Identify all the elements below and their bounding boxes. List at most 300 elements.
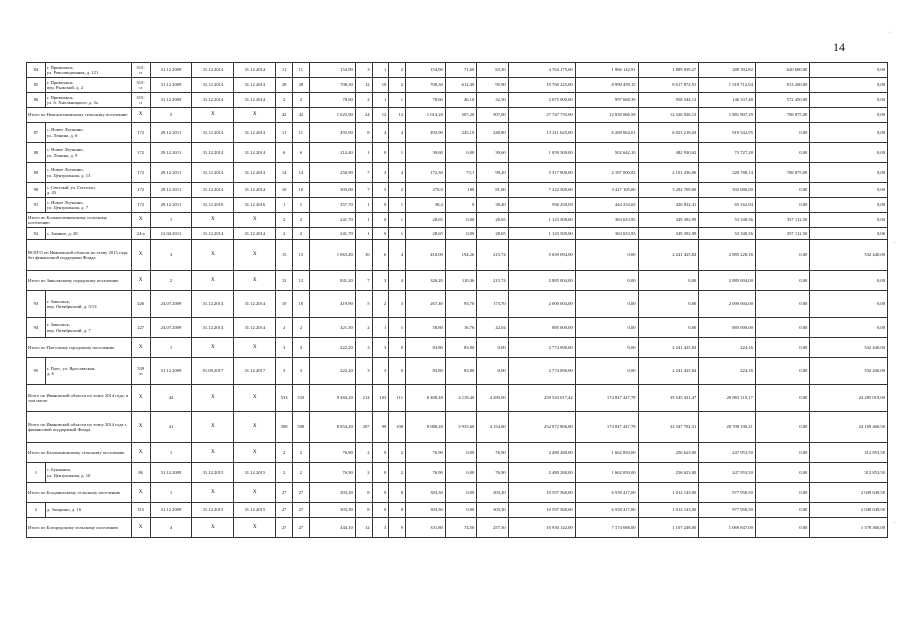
table-cell: 247 953,50 (699, 443, 756, 463)
table-cell: 42 (276, 108, 293, 123)
table-cell: 89 (27, 163, 46, 183)
table-cell: 2 (276, 463, 293, 483)
table-cell: 93 (27, 291, 46, 318)
table-cell: 2 (355, 443, 372, 463)
table-cell: 257,30 (477, 518, 508, 538)
table-cell: 24 169 460,50 (810, 412, 888, 443)
table-cell: 93,70 (445, 291, 476, 318)
table-cell: 227 (131, 318, 150, 338)
table-cell: 1 (372, 93, 389, 108)
table-cell: 256 623,00 (638, 443, 699, 463)
table-cell: X (234, 338, 276, 358)
table-cell: 0 (372, 143, 389, 163)
table-cell: 83,30 (477, 63, 508, 78)
table-cell: X (234, 518, 276, 538)
table-cell: 1 (389, 143, 406, 163)
table-cell: 363 653,95 (575, 228, 638, 240)
table-cell: 349 392,99 (638, 213, 699, 228)
table-cell: г. Заволжск, пер. Октябрьский, д. 7 (45, 318, 131, 338)
table-cell: с. Новое Леушино, ул. Центральная, д. 13 (45, 163, 131, 183)
table-cell: 0,00 (575, 318, 638, 338)
table-cell: 12 326 926,13 (638, 108, 699, 123)
table-cell: 76,90 (477, 443, 508, 463)
table-cell: 31.12.2014 (192, 123, 234, 143)
table-cell: 331,80 (406, 518, 446, 538)
table-cell: 1 (355, 213, 372, 228)
table-cell: 8 (355, 503, 372, 518)
table-cell: 7 174 688,00 (575, 518, 638, 538)
table-cell: 12.04.2011 (150, 228, 192, 240)
table-cell: 1 107 248,00 (638, 518, 699, 538)
table-cell: г. Приволжск, ул. Революционная, д. 121 (45, 63, 131, 78)
table-cell: 0,00 (575, 338, 638, 358)
table-cell: 2 774 090,00 (508, 358, 575, 385)
table-cell: 4 (389, 123, 406, 143)
table-cell: 31.12.2014 (192, 228, 234, 240)
table-cell: 2 480 280,00 (508, 443, 575, 463)
table-cell: 31.12.2014 (234, 63, 276, 78)
table-cell: 95,90 (477, 78, 508, 93)
table-cell: 4 (389, 163, 406, 183)
table-cell: 174 847 447,78 (575, 412, 638, 443)
table-row (27, 93, 888, 108)
table-cell: 1 (389, 228, 406, 240)
table-cell: 2 187 000,82 (575, 163, 638, 183)
table-cell: 12 (276, 271, 293, 291)
table-cell: Всего по Ивановской области по этапу 2014 года с финансовой поддержкой Фонда (27, 412, 132, 443)
table-cell: 0 (372, 503, 389, 518)
table-cell: 444 254,65 (575, 198, 638, 213)
table-cell: 532 440,00 (810, 358, 888, 385)
table-cell: 6 558 417,00 (575, 483, 638, 503)
table-cell: 91 (27, 198, 46, 213)
table-row (27, 228, 888, 240)
table-cell: 6 558 417,00 (575, 503, 638, 518)
table-cell: 813 200,00 (755, 78, 809, 93)
table-cell: 12 (355, 518, 372, 538)
table-cell: 31.12.2014 (234, 93, 276, 108)
table-cell: 31.12.2009 (150, 358, 192, 385)
table-cell: 88 (27, 143, 46, 163)
table-cell: 2 (292, 443, 309, 463)
table-cell: 2 (276, 93, 293, 108)
table-cell: 1 012 143,00 (638, 503, 699, 518)
table-cell: 919 542,95 (699, 123, 756, 143)
table-cell: 11 (276, 123, 293, 143)
table-cell: 3 (372, 271, 389, 291)
table-cell: 0,00 (810, 123, 888, 143)
table-cell: 419,90 (309, 291, 355, 318)
table-cell: 0 (372, 198, 389, 213)
table-cell: X (192, 518, 234, 538)
table-cell: Итого по Новоклочковскому сельскому поселению (27, 108, 132, 123)
table-cell: 58,80 (406, 318, 446, 338)
table-cell: 0,00 (755, 291, 809, 318)
table-cell: X (234, 443, 276, 463)
table-cell: 4 (389, 271, 406, 291)
table-cell: 1 (150, 338, 192, 358)
table-cell: X (192, 443, 234, 463)
table-cell: 31.12.2009 (150, 503, 192, 518)
table-cell: X (131, 385, 150, 412)
table-cell: 31.12.2009 (150, 463, 192, 483)
table-cell: 2 480 280,00 (508, 463, 575, 483)
table-cell: 12 (372, 108, 389, 123)
table-cell: 42 (292, 108, 309, 123)
table-cell: X (131, 108, 150, 123)
table-cell: Итого по Плесскому городскому поселению (27, 338, 132, 358)
table-cell: 502 686,00 (699, 183, 756, 198)
table-cell: 2 675 000,00 (508, 93, 575, 108)
table-cell: 10 597 560,00 (508, 483, 575, 503)
table-cell: 248,80 (477, 123, 508, 143)
table-cell: 84 (27, 63, 46, 78)
table-cell: с. Новое Леушино, ул. Ленина, д. 6 (45, 123, 131, 143)
table-cell: 267,40 (406, 291, 446, 318)
table-cell: 532 440,00 (810, 338, 888, 358)
table-cell: 3 933,60 (445, 412, 476, 443)
table-cell: 41 (150, 412, 192, 443)
table-cell: 0,00 (445, 503, 476, 518)
table-cell: 146 337,48 (699, 93, 756, 108)
table-cell: 2 049 049,50 (810, 503, 888, 518)
table-cell: 3 (355, 63, 372, 78)
table-cell: 2 (389, 463, 406, 483)
table-cell: 0,00 (755, 483, 809, 503)
table-cell: 24-а (131, 228, 150, 240)
table-cell: 0 (389, 358, 406, 385)
table-cell: 0,00 (755, 271, 809, 291)
table-cell: 0,00 (575, 358, 638, 385)
table-cell: 194,26 (445, 240, 476, 271)
table-cell: 31.12.2017 (234, 358, 276, 385)
table-cell: 936 250,00 (508, 198, 575, 213)
table-cell: 4 118,40 (445, 385, 476, 412)
table-row (27, 183, 888, 198)
table-row (27, 358, 888, 385)
table-cell: 73,1 (445, 163, 476, 183)
table-cell: 31.12.2014 (192, 93, 234, 108)
table-cell: 16,76 (445, 318, 476, 338)
table-cell: 5 (355, 291, 372, 318)
table-cell: 39,60 (477, 143, 508, 163)
table-cell: 172,30 (406, 163, 446, 183)
table-total-row (27, 338, 888, 358)
table-cell: 31.12.2014 (192, 291, 234, 318)
table-cell: 12 (355, 78, 372, 93)
table-cell: Итого по Балахонковскому сельскому поселению (27, 443, 132, 463)
table-cell: г. Приволжск, пер. Рыжский, д. 2 (45, 78, 131, 93)
table-cell: 0,00 (477, 338, 508, 358)
table-cell: ВСЕГО по Ивановской области по этапу 2013 года, без финансовой поддержки Фонда (27, 240, 132, 271)
table-cell: 8 (355, 123, 372, 143)
table-cell: 7 222 500,00 (508, 183, 575, 198)
table-cell: 0,00 (445, 143, 476, 163)
table-cell: г. Плес, ул. Ярославская, д. 6 (45, 358, 131, 385)
table-cell: 31.12.2014 (234, 78, 276, 93)
table-cell: 207 (355, 412, 372, 443)
table-cell: 0,00 (810, 163, 888, 183)
table-cell: 31.12.2014 (192, 318, 234, 338)
table-cell: X (234, 271, 276, 291)
table-total-row (27, 385, 888, 412)
table-cell: 4 154,60 (477, 412, 508, 443)
table-cell: 2 (276, 228, 293, 240)
table-cell: 2 (389, 183, 406, 198)
table-cell: 7 (355, 163, 372, 183)
table-cell: 28,65 (406, 213, 446, 228)
table-cell: 532 440,00 (810, 240, 888, 271)
table-cell: 0,00 (755, 123, 809, 143)
table-cell: 997 668,39 (575, 93, 638, 108)
table-cell: 259 543 017,42 (508, 385, 575, 412)
table-cell: 421,30 (309, 318, 355, 338)
table-cell: 65 162,94 (699, 198, 756, 213)
table-cell: 2 241 425,84 (638, 338, 699, 358)
table-cell: 0,00 (755, 198, 809, 213)
table-cell: 1 881 907,29 (699, 108, 756, 123)
table-cell: 2 (355, 93, 372, 108)
table-cell: 1 123 500,00 (508, 213, 575, 228)
table-cell: 31.12.2014 (234, 123, 276, 143)
table-cell: 31.12.2009 (150, 93, 192, 108)
table-total-row (27, 518, 888, 538)
table-cell: 1 (150, 213, 192, 228)
table-cell: 76,90 (406, 443, 446, 463)
table-cell: 28,65 (406, 228, 446, 240)
table-cell: 303,30 (309, 483, 355, 503)
table-cell: 20 865 119,17 (699, 385, 756, 412)
table-cell: 241,70 (309, 213, 355, 228)
table-cell: 46,10 (445, 93, 476, 108)
table-cell: 12 830 066,58 (575, 108, 638, 123)
table-cell: 3 (292, 358, 309, 385)
table-cell: 71,60 (445, 63, 476, 78)
table-cell: 305,00 (309, 183, 355, 198)
table-cell: 28,65 (477, 213, 508, 228)
table-cell: 39,60 (406, 143, 446, 163)
table-cell: 31.12.2014 (234, 183, 276, 198)
table-cell: 5 317 900,00 (508, 163, 575, 183)
table-cell: 0 (372, 483, 389, 503)
table-cell: 81,00 (477, 183, 508, 198)
table-cell: 01.09.2017 (192, 358, 234, 385)
table-cell: X (131, 240, 150, 271)
table-cell: 533 (292, 385, 309, 412)
table-cell: 226 (131, 291, 150, 318)
table-cell: 256,90 (309, 163, 355, 183)
table-cell: 95 (27, 358, 46, 385)
table-cell: 1 318 712,94 (699, 78, 756, 93)
table-cell: 0,00 (810, 318, 888, 338)
table-cell: 10 (292, 291, 309, 318)
table-cell: 0,00 (445, 483, 476, 503)
table-cell: 0,00 (810, 183, 888, 198)
table-cell: 2 (292, 93, 309, 108)
table-cell: 245,10 (445, 123, 476, 143)
table-cell: с. Новое Леушино, ул. Ленина, д. 9 (45, 143, 131, 163)
table-cell: X (131, 271, 150, 291)
table-cell: 493,90 (309, 123, 355, 143)
table-cell: 444,10 (309, 518, 355, 538)
table-cell: 0,00 (445, 228, 476, 240)
table-cell: 7 (355, 271, 372, 291)
table-cell: 2 101 236,06 (638, 163, 699, 183)
table-cell: 8 990 439,15 (575, 78, 638, 93)
table-cell: X (192, 483, 234, 503)
table-cell: 977 950,50 (699, 483, 756, 503)
table-cell: 8 854,20 (309, 412, 355, 443)
table-cell: 3 (372, 163, 389, 183)
table-cell: 222,20 (309, 338, 355, 358)
table-cell: 31.12.2014 (192, 183, 234, 198)
table-cell: 0,00 (810, 213, 888, 228)
table-cell: 5 (372, 183, 389, 198)
table-cell: 0,00 (638, 271, 699, 291)
table-cell: X (192, 271, 234, 291)
table-cell: 0,00 (755, 240, 809, 271)
table-cell: 3 (276, 358, 293, 385)
table-cell: 0 (372, 443, 389, 463)
table-cell: д. Захарино, д. 16 (45, 503, 131, 518)
table-cell: 1 (276, 198, 293, 213)
table-cell: 31.12.2014 (234, 291, 276, 318)
table-cell: 53 340,56 (699, 213, 756, 228)
table-cell: 99,20 (477, 163, 508, 183)
table-cell: 0,00 (755, 503, 809, 518)
table-cell: 1 (292, 198, 309, 213)
table-cell: 303,30 (309, 503, 355, 518)
table-cell: 11 (292, 123, 309, 143)
table-cell: 508 (292, 412, 309, 443)
table-cell: 10 (372, 78, 389, 93)
table-total-row (27, 412, 888, 443)
table-row (27, 78, 888, 93)
table-cell: 29.12.2011 (150, 163, 192, 183)
table-cell: 10 597 560,00 (508, 503, 575, 518)
table-cell: 1 (27, 463, 46, 483)
table-cell: 357 112,50 (755, 228, 809, 240)
table-cell: 502 642,10 (575, 143, 638, 163)
table-cell: 24 (355, 108, 372, 123)
table-cell: 482 930,62 (638, 143, 699, 163)
table-cell: 1 662 850,00 (575, 463, 638, 483)
table-cell: 8 (389, 503, 406, 518)
table-cell: 2 885 004,00 (699, 271, 756, 291)
table-cell: 189 (445, 183, 476, 198)
table-cell: 31.12.2009 (150, 63, 192, 78)
table-cell: 212,40 (309, 143, 355, 163)
table-cell: 172 (131, 198, 150, 213)
table-cell: 0 (372, 228, 389, 240)
table-cell: 0,00 (445, 443, 476, 463)
table-cell: 32,50 (477, 93, 508, 108)
table-cell: 11 (276, 63, 293, 78)
table-cell: 885 000,00 (699, 318, 756, 338)
table-cell: 5 (150, 108, 192, 123)
table-cell: г. Заволжск, пер. Октябрьский, д. 5/13 (45, 291, 131, 318)
table-cell: 3 (150, 240, 192, 271)
table-cell: 31.12.2015 (234, 503, 276, 518)
table-cell: 2 (389, 443, 406, 463)
table-cell: 0,00 (755, 518, 809, 538)
table-cell: 1 (150, 483, 192, 503)
table-cell: 28 (292, 78, 309, 93)
table-cell: 4 290,00 (477, 385, 508, 412)
table-cell: 2 (355, 463, 372, 483)
table-cell: 86 (131, 463, 150, 483)
table-cell: 885 000,00 (508, 318, 575, 338)
table-cell: 1 (355, 228, 372, 240)
table-cell: 6 023 218,04 (638, 123, 699, 143)
table-cell: 83,80 (445, 338, 476, 358)
table-cell: 1 (355, 198, 372, 213)
table-cell: с. Зимино, д. 28 (45, 228, 131, 240)
table-cell: 103 (372, 385, 389, 412)
table-cell: X (131, 518, 150, 538)
table-cell: 38,40 (477, 198, 508, 213)
table-cell: 78,60 (309, 93, 355, 108)
table-cell: 76,90 (477, 463, 508, 483)
table-cell: 1 625,90 (309, 108, 355, 123)
table-row (27, 63, 888, 78)
table-cell: X (192, 108, 234, 123)
table-cell: 507,00 (477, 108, 508, 123)
table-cell: 31.12.2016 (192, 198, 234, 213)
table-cell: 0 (372, 213, 389, 228)
table-cell: 315- п (131, 63, 150, 78)
table-cell: 533 (276, 385, 293, 412)
table-cell: 8 (389, 483, 406, 503)
table-cell: 6 (372, 240, 389, 271)
table-cell: 15 (276, 240, 293, 271)
table-cell: 2 (292, 463, 309, 483)
table-cell: 2 241 425,84 (638, 240, 699, 271)
table-cell: 1 (372, 63, 389, 78)
table-cell: 0,00 (755, 338, 809, 358)
table-cell: Итого по Заволжскому городскому поселению (27, 271, 132, 291)
table-cell: 172 (131, 183, 150, 198)
table-cell: 2 241 425,84 (638, 358, 699, 385)
table-cell: 0,00 (575, 240, 638, 271)
table-row (27, 463, 888, 483)
table-cell: 10 930 142,00 (508, 518, 575, 538)
table-cell: X (192, 213, 234, 228)
table-cell: 29.12.2011 (150, 183, 192, 198)
table-cell: 3 (355, 338, 372, 358)
table-cell: 357,70 (309, 198, 355, 213)
table-cell: 222,20 (309, 358, 355, 385)
table-cell: 3 427 105,00 (575, 183, 638, 198)
table-cell: 20 708 196,21 (699, 412, 756, 443)
table-cell: X (234, 240, 276, 271)
table-cell: 0,00 (810, 228, 888, 240)
table-cell: 2 (389, 63, 406, 78)
table-cell: 42 (150, 385, 192, 412)
table-cell: 349 392,99 (638, 228, 699, 240)
table-cell: 0,00 (755, 385, 809, 412)
table-cell: X (234, 108, 276, 123)
table-cell: 29.12.2011 (150, 123, 192, 143)
table-cell: 303,30 (406, 483, 446, 503)
table-cell: 303,30 (477, 503, 508, 518)
table-cell: 10 (292, 183, 309, 198)
table-cell: 0,00 (810, 93, 888, 108)
table-cell: 42,04 (477, 318, 508, 338)
table-cell: 28,65 (477, 228, 508, 240)
table-cell: 85 (27, 78, 46, 93)
table-cell: 87 (27, 123, 46, 143)
